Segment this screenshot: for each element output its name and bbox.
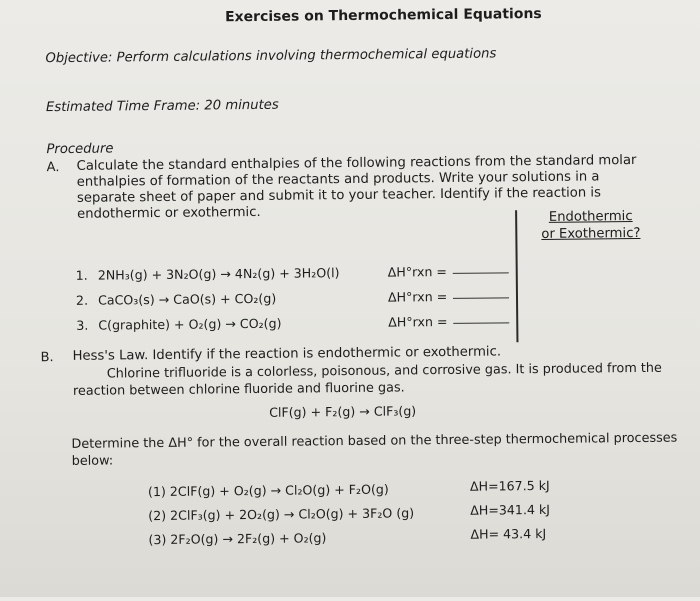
endo-header-line1: Endothermic: [548, 209, 633, 225]
reaction-row: [76, 291, 276, 308]
objective-line: [45, 46, 496, 66]
reaction-row: [76, 316, 281, 333]
reaction-row: [76, 265, 340, 283]
step-dh: ΔH= 43.4 kJ: [470, 525, 547, 542]
reaction-equation: CaCO₃(s) → CaO(s) + CO₂(g): [97, 290, 277, 308]
reaction-dh: [388, 263, 509, 279]
step-equation: (1) 2ClF(g) + O₂(g) → Cl₂O(g) + F₂O(g): [147, 481, 389, 500]
overall-reaction: ClF(g) + F₂(g) → ClF₃(g): [269, 403, 417, 420]
step-equation: (3) 2F₂O(g) → 2F₂(g) + O₂(g): [148, 530, 327, 548]
part-a-instructions: Calculate the standard enthalpies of the following reactions from the standard molar enthalpies of formation of the reactants and products. Write your solutions in a separate sheet of paper and submit it to your teacher. Identify if the reaction is endothermic or exothermic.: [76, 152, 637, 222]
dh-label: ΔH°rxn =: [387, 288, 448, 305]
determine-line1: Determine the ΔH° for the overall reaction based on the three-step thermochemical processes: [71, 430, 678, 452]
endo-exo-column-header: [541, 208, 640, 243]
step-dh: ΔH=167.5 kJ: [469, 477, 550, 494]
reaction-number: 2.: [75, 292, 89, 308]
answer-blank[interactable]: [453, 272, 509, 274]
dh-label: ΔH°rxn =: [387, 263, 448, 280]
column-divider: [515, 210, 518, 342]
objective-text: Objective: Perform calculations involving thermochemical equations: [45, 46, 497, 67]
reaction-number: 3.: [76, 317, 89, 333]
time-frame-text: Estimated Time Frame: 20 minutes: [45, 97, 279, 116]
answer-blank[interactable]: [453, 322, 509, 324]
step-dh: ΔH=341.4 kJ: [470, 501, 551, 518]
part-b-marker: B.: [40, 350, 54, 366]
part-a-marker: A.: [46, 160, 60, 176]
reaction-dh: [388, 313, 509, 329]
determine-line2: below:: [71, 453, 114, 469]
reaction-dh: [388, 288, 509, 304]
time-frame-line: [46, 98, 279, 115]
procedure-heading: Procedure: [46, 141, 114, 158]
dh-label: ΔH°rxn =: [388, 313, 448, 330]
reaction-equation: C(graphite) + O₂(g) → CO₂(g): [98, 315, 282, 333]
part-b-heading: Hess's Law. Identify if the reaction is endothermic or exothermic.: [72, 344, 502, 364]
reaction-equation: 2NH₃(g) + 3N₂O(g) → 4N₂(g) + 3H₂O(l): [97, 265, 340, 283]
part-b-intro-line1: Chlorine trifluoride is a colorless, poisonous, and corrosive gas. It is produced from the: [106, 360, 662, 382]
endo-header-line2: or Exothermic?: [541, 225, 641, 242]
page-title: Exercises on Thermochemical Equations: [224, 5, 542, 26]
step-equation: (2) 2ClF₃(g) + 2O₂(g) → Cl₂O(g) + 3F₂O (g): [148, 505, 415, 524]
reaction-number: 1.: [75, 267, 88, 283]
answer-blank[interactable]: [453, 297, 509, 299]
part-b-intro-line2: reaction between chlorine fluoride and fluorine gas.: [72, 380, 405, 399]
